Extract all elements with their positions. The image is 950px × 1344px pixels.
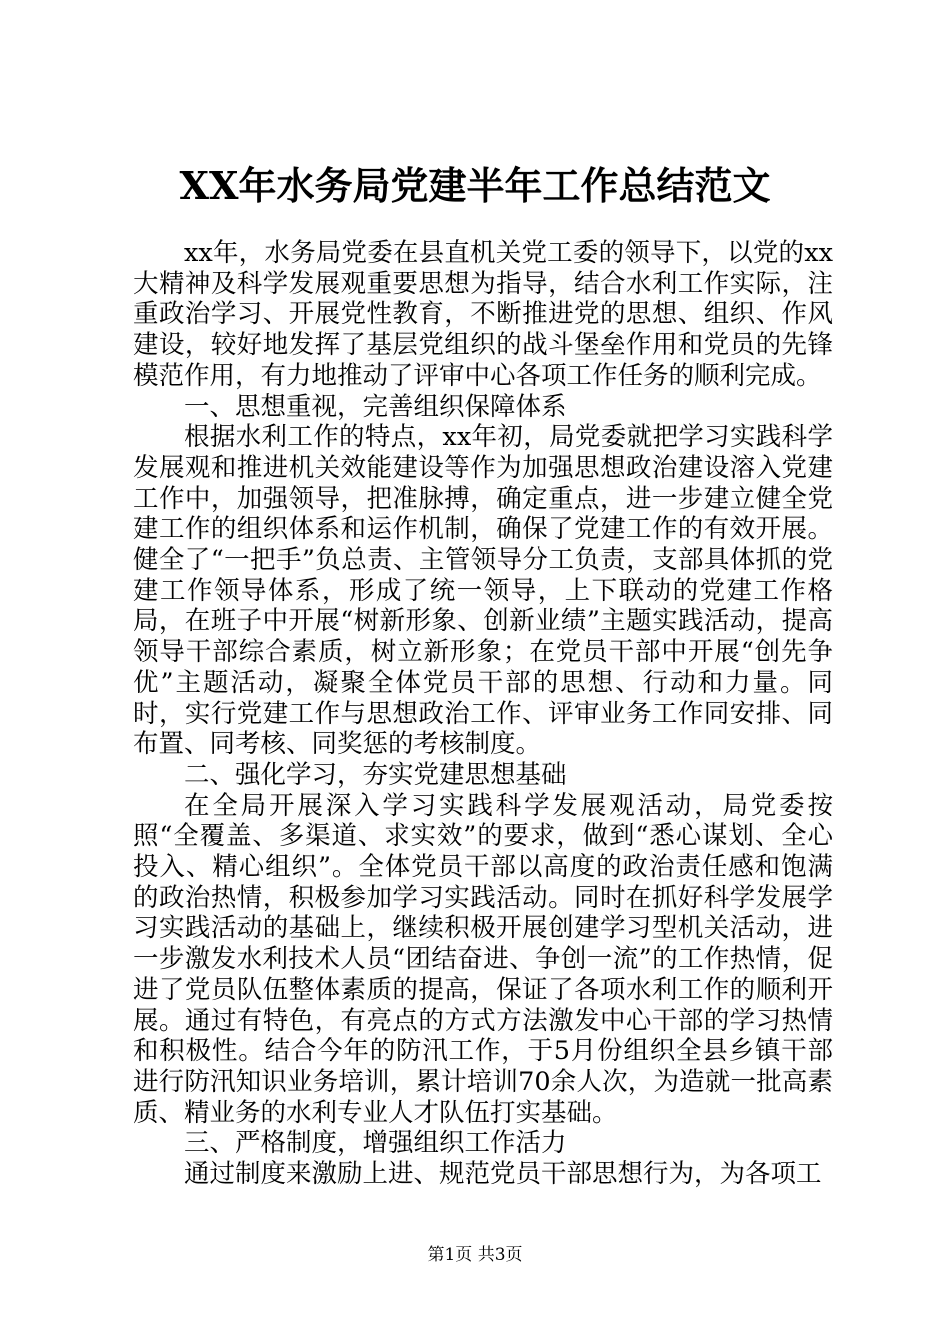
paragraph-section-3: 通过制度来激励上进、规范党员干部思想行为，为各项工 [184, 1159, 822, 1190]
paragraph-intro: xx年，水务局党委在县直机关党工委的领导下，以党的xx大精神及科学发展观重要思想为指导，结合水利工作实际，注重政治学习、开展党性教育，不断推进党的思想、组织、作风建设，较好地发挥了基层党组织的战斗堡垒作用和党员的先锋模范作用，有力地推动了评审中心各项工作任务的顺利完成。 [133, 238, 833, 391]
paragraph-section-2: 在全局开展深入学习实践科学发展观活动，局党委按照“全覆盖、多渠道、求实效”的要求，做到“悉心谋划、全心投入、精心组织”。全体党员干部以高度的政治责任感和饱满的政治热情，积极参加学习实践活动。同时在抓好科学发展学习实践活动的基础上，继续积极开展创建学习型机关活动，进一步激发水利技术人员“团结奋进、争创一流”的工作热情，促进了党员队伍整体素质的提高，保证了各项水利工作的顺利开展。通过有特色，有亮点的方式方法激发中心干部的学习热情和积极性。结合今年的防汛工作，于5月份组织全县乡镇干部进行防汛知识业务培训，累计培训70余人次，为造就一批高素质、精业务的水利专业人才队伍打实基础。 [133, 790, 833, 1128]
section-heading-2: 二、强化学习，夯实党建思想基础 [184, 759, 567, 790]
section-heading-1: 一、思想重视，完善组织保障体系 [184, 391, 567, 422]
paragraph-section-1: 根据水利工作的特点，xx年初，局党委就把学习实践科学发展观和推进机关效能建设等作为加强思想政治建设溶入党建工作中，加强领导，把准脉搏，确定重点，进一步建立健全党建工作的组织体系和运作机制，确保了党建工作的有效开展。健全了“一把手”负总责、主管领导分工负责，支部具体抓的党建工作领导体系，形成了统一领导，上下联动的党建工作格局，在班子中开展“树新形象、创新业绩”主题实践活动，提高领导干部综合素质，树立新形象；在党员干部中开展“创先争优”主题活动，凝聚全体党员干部的思想、行动和力量。同时，实行党建工作与思想政治工作、评审业务工作同安排、同布置、同考核、同奖惩的考核制度。 [133, 422, 833, 760]
document-title: XX年水务局党建半年工作总结范文 [179, 163, 771, 208]
document-body [133, 238, 833, 1190]
section-heading-3: 三、严格制度，增强组织工作活力 [184, 1128, 567, 1159]
page-number-footer: 第1页 共3页 [427, 1245, 523, 1265]
